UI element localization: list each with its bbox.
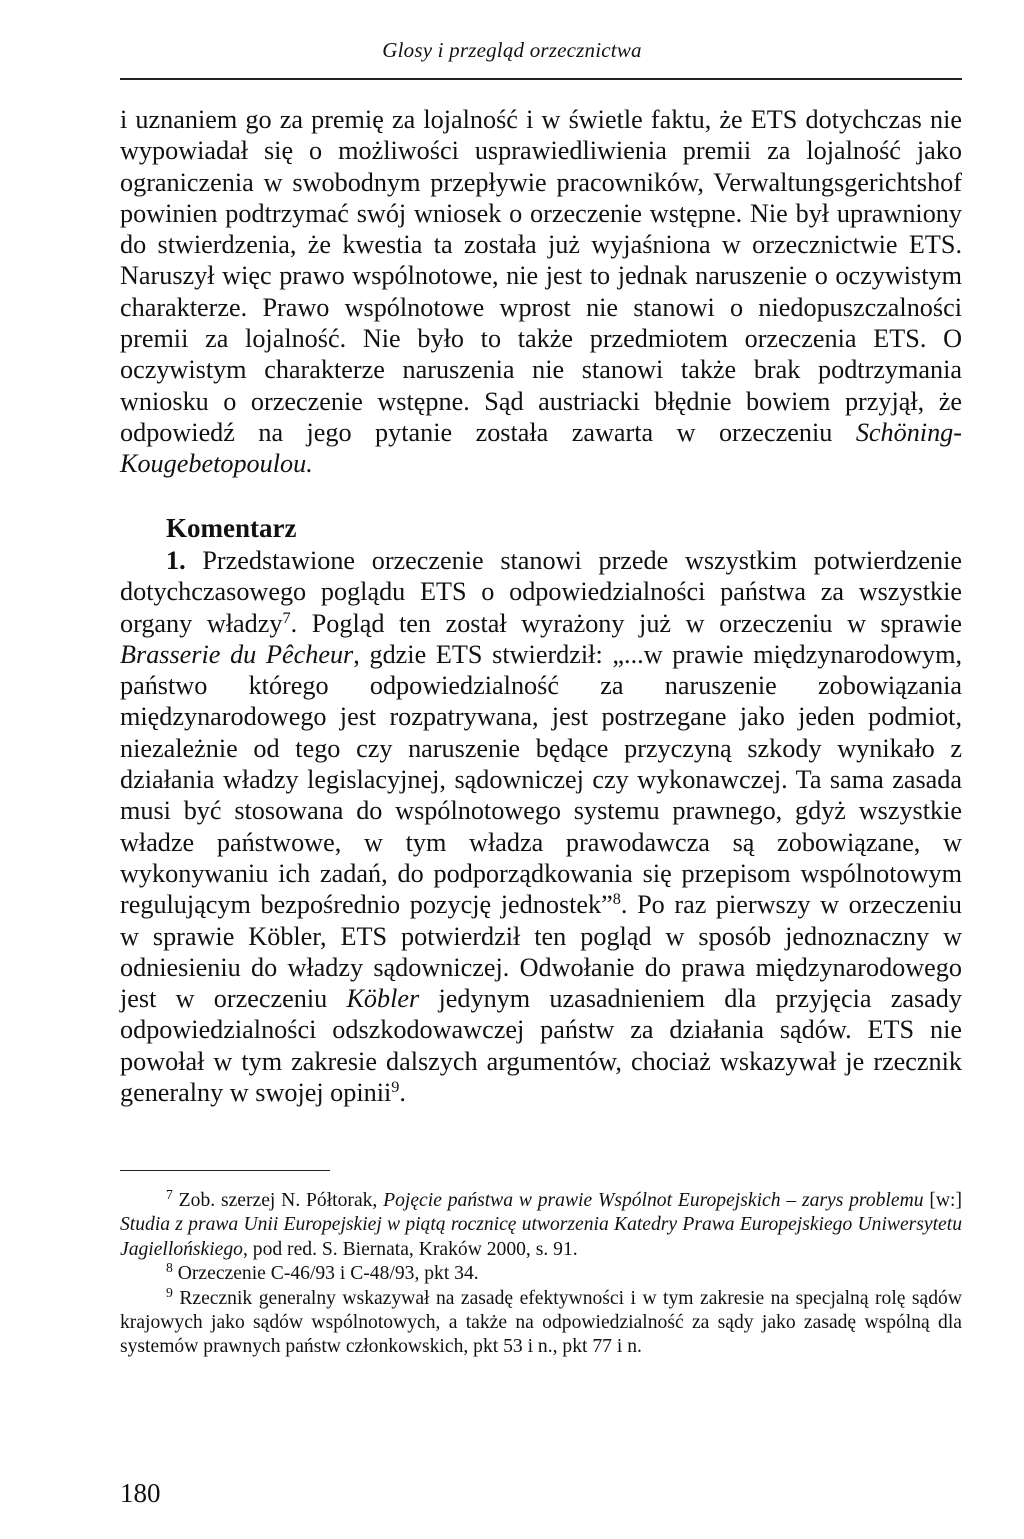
paragraph-text: . Pogląd ten został wyrażony już w orzeczeniu w sprawie [290,608,962,638]
footnote-text: , pod red. S. Biernata, Kraków 2000, s. 91. [242,1238,578,1260]
footnote-text: [w:] [923,1190,962,1211]
case-name: Köbler [346,984,420,1014]
footnote-ref: 7 [282,608,291,627]
footnote-separator [120,1170,330,1171]
section-heading: Komentarz [166,513,297,543]
commentary-text [120,545,962,1108]
footnote-number: 8 [166,1260,173,1276]
case-name: Brasserie du Pêcheur [120,639,354,669]
footnote-number: 9 [166,1284,173,1300]
page-number: 180 [120,1478,161,1508]
footnotes [120,1189,962,1360]
paragraph-text: jedynym uzasadnieniem dla przyjęcia zasady odpowiedzialności odszkodowawczej państw za działania sądów. ETS nie powołał w tym zakresie dalszych argumentów, chociaż wskazywał je rzecznik generalny w swojej opinii [120,984,962,1108]
footnote-text: Rzecznik generalny wskazywał na zasadę efektywności i w tym zakresie na specjalną rolę sądów krajowych jako sądów wspólnotowych, a także na odpowiedzialność za sądy jako zasadę wspólną dla systemów prawnych państw członkowskich, pkt 53 i n., pkt 77 i n. [120,1287,962,1358]
paragraph-text: i uznaniem go za premię za lojalność i w świetle faktu, że ETS dotychczas nie wypowiadał się o możliwości usprawiedliwienia premii za lojalność jako ograniczenia w swobodnym przepływie pracowników, Verwaltungsgerichtshof powinien podtrzymać swój wniosek o orzeczenie wstępne. Nie był uprawniony do stwierdzenia, że kwestia ta została już wyjaśniona w orzecznictwie ETS. Naruszył więc prawo wspólnotowe, nie jest to jednak naruszenie o oczywistym charakterze. Prawo wspólnotowe wprost nie stanowi o niedopuszczalności premii za lojalność. Nie było to także przedmiotem orzeczenia ETS. O oczywistym charakterze naruszenia nie stanowi także brak podtrzymania wniosku o orzeczenie wstępne. Sąd austriacki błędnie bowiem przyjął, że odpowiedź na jego pytanie została zawarta w orzeczeniu [120,105,962,447]
footnote-title: Pojęcie państwa w prawie Wspólnot Europejskich – zarys problemu [383,1190,924,1211]
footnote-number: 7 [166,1187,173,1203]
footnote-ref: 9 [391,1078,400,1097]
header-rule [120,78,962,80]
footnote-text: Orzeczenie C-46/93 i C-48/93, pkt 34. [172,1263,479,1285]
footnote-9 [120,1284,962,1360]
paragraph-text: . [399,1078,406,1108]
footnote-8 [120,1262,962,1286]
body-text [120,104,962,480]
paragraph-text: Przedstawione orzeczenie stanowi przede wszystkim potwierdzenie dotychczasowego poglądu ETS o odpowiedzialności państwa za wszystkie organy władzy [120,546,962,638]
case-name: Schöning-Kougebetopoulou. [120,417,962,479]
footnote-text: Zob. szerzej N. Półtorak, [172,1190,384,1211]
footnote-ref: 8 [612,890,621,909]
running-head: Glosy i przegląd orzecznictwa [382,38,642,62]
commentary-paragraph-1 [120,545,962,1108]
paragraph-text: , gdzie ETS stwierdził: „...w prawie międzynarodowym, państwo którego odpowiedzialność za naruszenie zobowiązania międzynarodowego jest rozpatrywana, jest postrzegane jako jeden podmiot, niezależnie od tego czy naruszenie będące przyczyną szkody wynikało z działania władzy legislacyjnej, sądowniczej czy wykonawczej. Ta sama zasada musi być stosowana do wspólnotowego systemu prawnego, gdyż wszystkie władze państwowe, w tym władza prawodawcza są zobowiązane, w wykonywaniu ich zadań, do podporządkowania się przepisom wspólnotowym regulującym bezpośrednio pozycję jednostek” [120,639,962,920]
footnote-title: Studia z prawa Unii Europejskiej w piątą rocznicę utworzenia Katedry Prawa Europejskiego Uniwersytetu Jagiellońskiego [120,1214,962,1260]
footnote-7 [120,1189,962,1262]
paragraph-number: 1. [166,546,186,575]
paragraph-continuation [120,104,962,480]
paragraph-text: . Po raz pierwszy w orzeczeniu w sprawie Köbler, ETS potwierdził ten pogląd w sposób jednoznaczny w odniesieniu do władzy sądowniczej. Odwołanie do prawa międzynarodowego jest w orzeczeniu [120,890,963,1014]
